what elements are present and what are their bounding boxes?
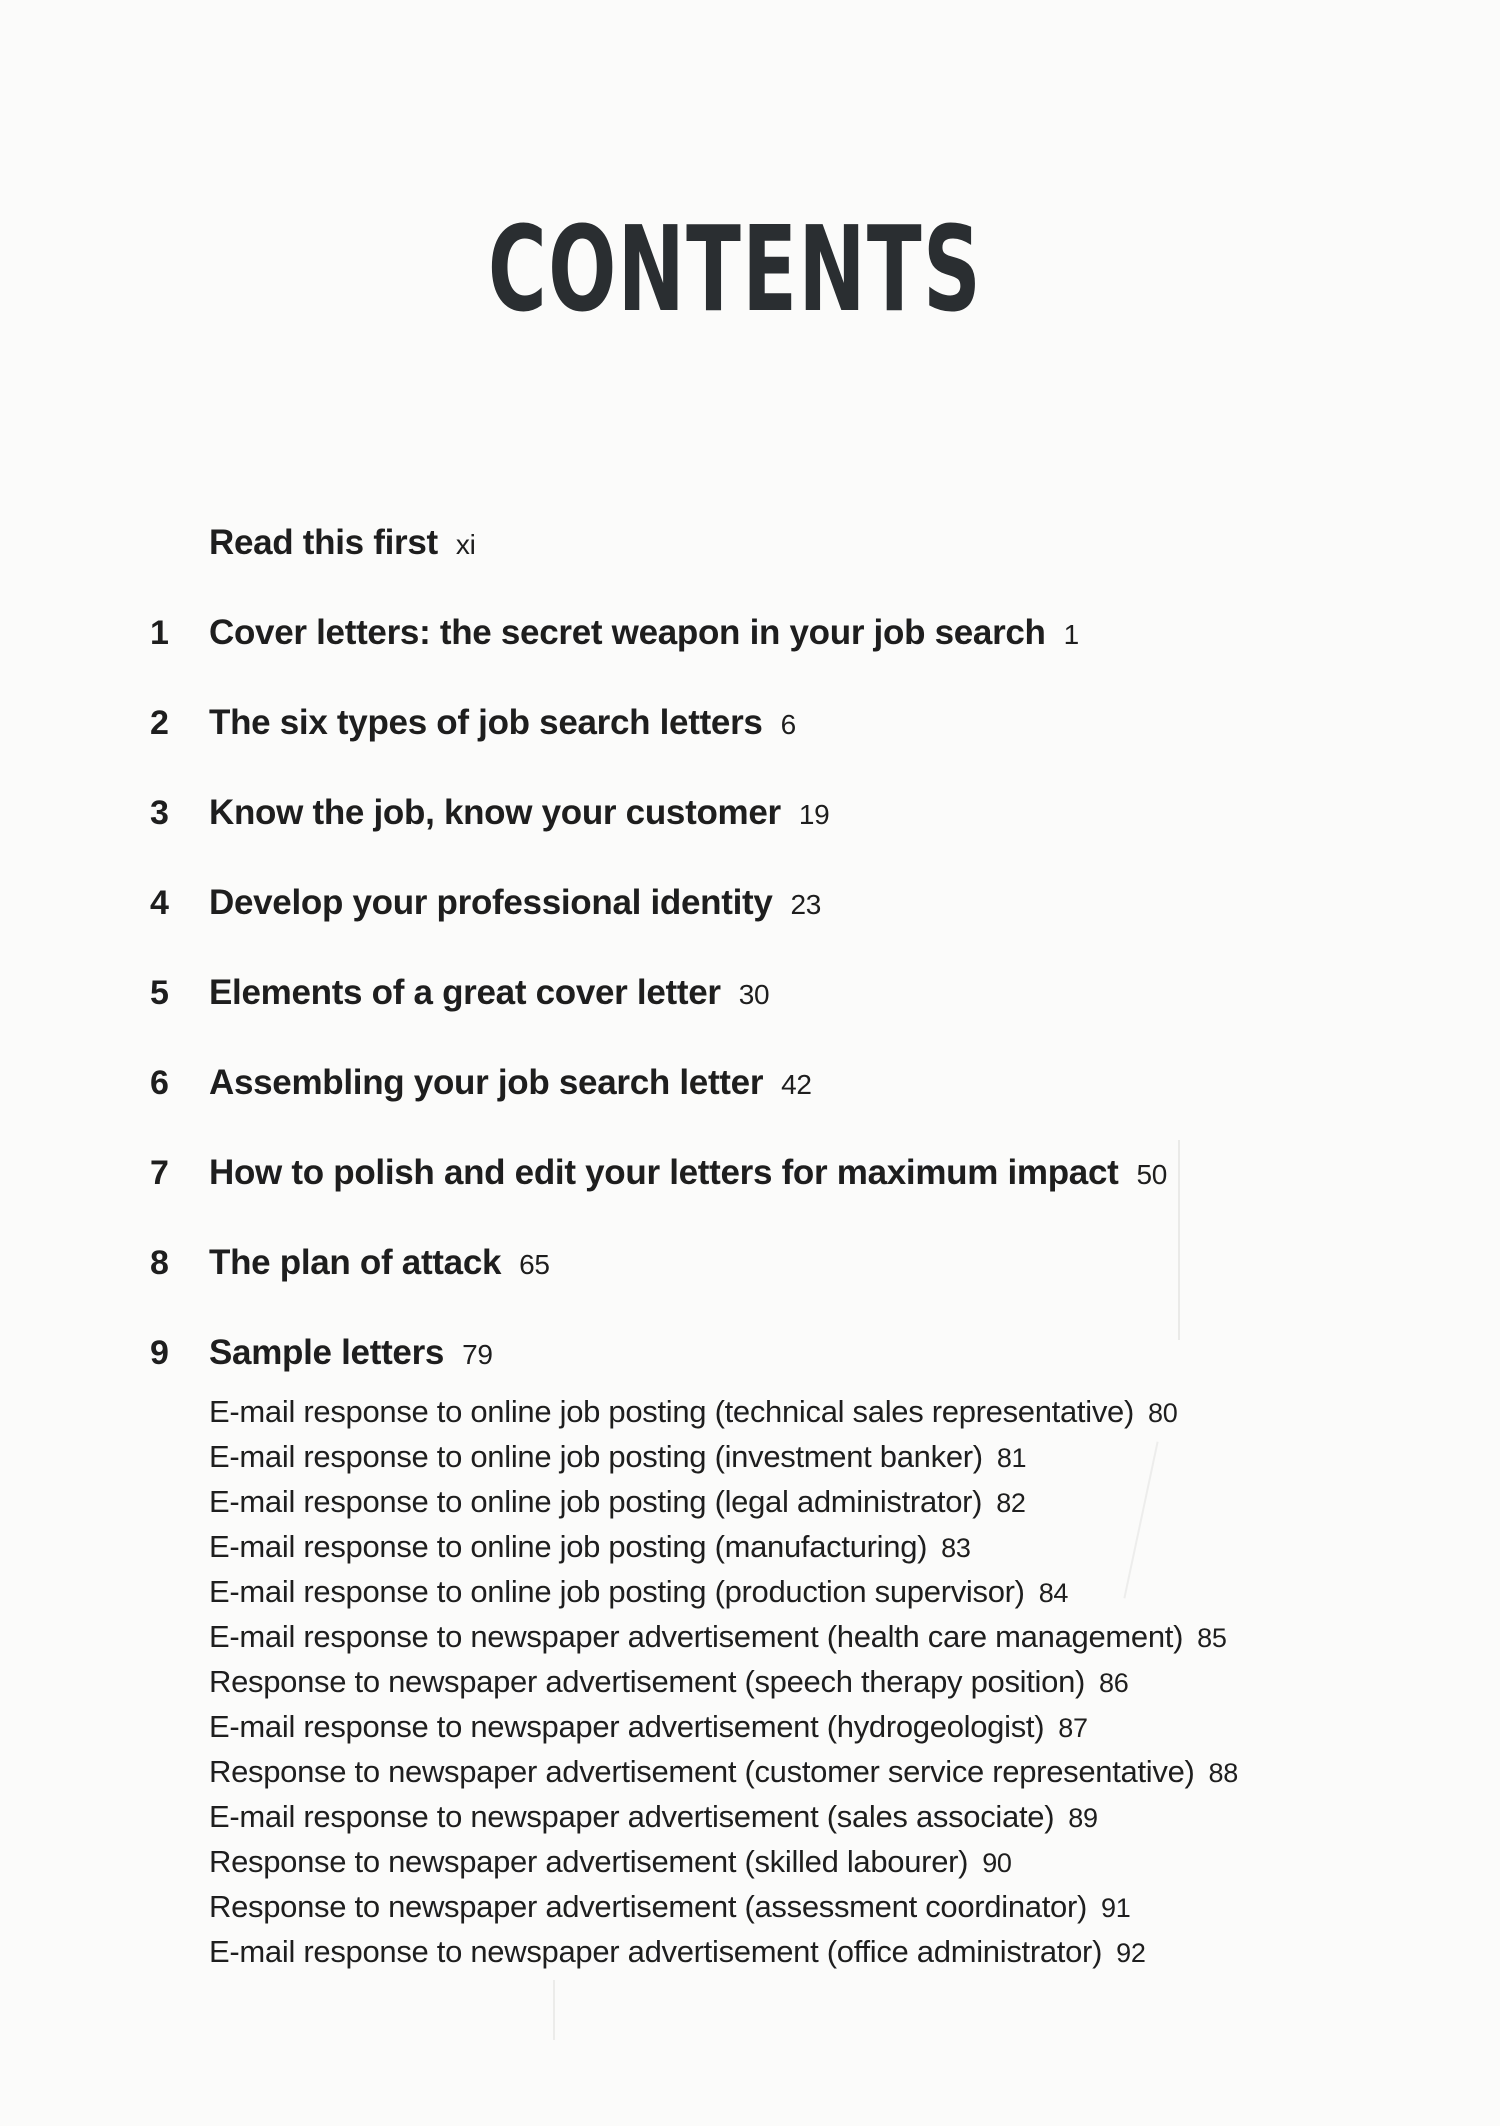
sample-letter-item[interactable]: E-mail response to newspaper advertisement (sales associate) 89 [209, 1799, 1098, 1834]
toc-chapter-5[interactable] [0, 968, 1500, 1018]
chapter-title: How to polish and edit your letters for maximum impact 50 [209, 1153, 1168, 1192]
chapter-number: 5 [150, 974, 169, 1012]
sample-letter-page: 81 [996, 1443, 1027, 1473]
chapter-title: Elements of a great cover letter 30 [209, 973, 770, 1012]
sample-letter-page: 90 [982, 1848, 1012, 1878]
toc-entry-title: Read this first xi [209, 523, 476, 562]
sample-letter-page: 88 [1208, 1758, 1238, 1788]
chapter-title: Cover letters: the secret weapon in your job search 1 [209, 613, 1079, 652]
chapter-page: 42 [781, 1069, 812, 1100]
chapter-number: 8 [150, 1244, 169, 1282]
chapter-title: Assembling your job search letter 42 [209, 1063, 812, 1102]
chapter-page: 65 [519, 1249, 550, 1280]
scan-artifact-line [553, 1980, 555, 2040]
scan-artifact-line [1178, 1140, 1180, 1340]
toc-chapter-7[interactable] [0, 1148, 1500, 1198]
sample-letter-page: 91 [1101, 1893, 1131, 1923]
chapter-number: 4 [150, 884, 169, 922]
chapter-title: The six types of job search letters 6 [209, 703, 796, 742]
sample-letter-item[interactable]: E-mail response to online job posting (legal administrator) 82 [209, 1484, 1026, 1519]
sample-letter-item[interactable]: Response to newspaper advertisement (skilled labourer) 90 [209, 1844, 1012, 1879]
toc-chapter-3[interactable] [0, 788, 1500, 838]
sample-letter-item[interactable]: E-mail response to online job posting (manufacturing) 83 [209, 1529, 971, 1564]
sample-letter-page: 84 [1038, 1578, 1069, 1608]
sample-letter-item[interactable]: E-mail response to newspaper advertisement (hydrogeologist) 87 [209, 1709, 1088, 1744]
sample-letter-item[interactable]: E-mail response to online job posting (technical sales representative) 80 [209, 1394, 1178, 1429]
sample-letter-item[interactable]: Response to newspaper advertisement (speech therapy position) 86 [209, 1664, 1129, 1699]
sample-letter-page: 85 [1197, 1623, 1227, 1653]
chapter-page: 79 [462, 1339, 493, 1370]
sample-letter-page: 92 [1116, 1938, 1146, 1968]
toc-entry-front-matter[interactable] [0, 518, 1500, 568]
chapter-number: 6 [150, 1064, 169, 1102]
toc-chapter-6[interactable] [0, 1058, 1500, 1108]
toc-entry-page: xi [455, 529, 476, 560]
chapter-number: 1 [150, 614, 169, 652]
chapter-page: 23 [790, 889, 822, 920]
toc-chapter-8[interactable] [0, 1238, 1500, 1288]
chapter-title: Sample letters 79 [209, 1333, 493, 1372]
sample-letter-item[interactable]: E-mail response to newspaper advertisement (office administrator) 92 [209, 1934, 1146, 1969]
toc-chapter-1[interactable] [0, 608, 1500, 658]
toc-chapter-9[interactable] [0, 1328, 1500, 1378]
chapter-title: The plan of attack 65 [209, 1243, 550, 1282]
chapter-page: 1 [1063, 619, 1079, 650]
sample-letter-item[interactable]: Response to newspaper advertisement (customer service representative) 88 [209, 1754, 1238, 1789]
toc-chapter-4[interactable] [0, 878, 1500, 928]
sample-letter-page: 86 [1099, 1668, 1129, 1698]
chapter-number: 2 [150, 704, 169, 742]
sample-letter-item[interactable]: Response to newspaper advertisement (assessment coordinator) 91 [209, 1889, 1131, 1924]
toc-chapter-2[interactable] [0, 698, 1500, 748]
chapter-page: 19 [798, 799, 830, 830]
chapter-page: 30 [738, 979, 770, 1010]
sample-letter-item[interactable]: E-mail response to online job posting (production supervisor) 84 [209, 1574, 1069, 1609]
sample-letter-page: 80 [1148, 1398, 1178, 1428]
chapter-title: Know the job, know your customer 19 [209, 793, 830, 832]
sample-letter-item[interactable]: E-mail response to online job posting (investment banker) 81 [209, 1439, 1027, 1474]
chapter-title: Develop your professional identity 23 [209, 883, 822, 922]
chapter-page: 6 [780, 709, 796, 740]
chapter-number: 3 [150, 794, 169, 832]
sample-letter-page: 82 [996, 1488, 1026, 1518]
sample-letter-page: 87 [1058, 1713, 1088, 1743]
sample-letter-page: 83 [941, 1533, 971, 1563]
sample-letter-page: 89 [1068, 1803, 1098, 1833]
sample-letter-item[interactable]: E-mail response to newspaper advertisement (health care management) 85 [209, 1619, 1227, 1654]
chapter-number: 7 [150, 1154, 169, 1192]
page-title: CONTENTS [487, 200, 983, 338]
chapter-page: 50 [1136, 1159, 1168, 1190]
chapter-number: 9 [150, 1334, 169, 1372]
